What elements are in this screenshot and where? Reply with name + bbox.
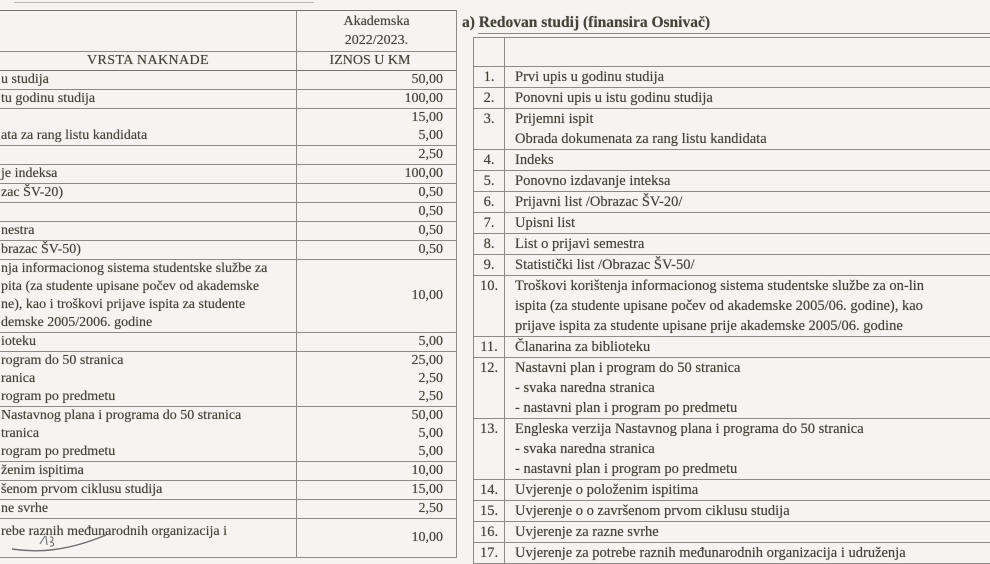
service-item-line: - svaka naredna stranica — [515, 380, 655, 396]
fee-label-line: tranica — [1, 426, 40, 441]
service-item-number: 10. — [474, 276, 505, 336]
fee-row — [0, 500, 456, 519]
service-item-row — [474, 150, 990, 171]
fee-label-cell — [0, 500, 297, 518]
fee-amount-cell — [297, 500, 456, 518]
service-item-row — [474, 480, 990, 501]
fee-amount-value: 5,00 — [418, 128, 443, 143]
service-item-row — [474, 192, 990, 213]
fee-amount-value: 10,00 — [411, 463, 443, 478]
service-item-description — [505, 276, 990, 336]
fee-label-cell — [0, 90, 297, 108]
fee-amount-value: 2,50 — [418, 501, 443, 516]
fee-label-line: Nastavnog plana i programa do 50 stranica — [1, 408, 242, 423]
fee-amount-value: 100,00 — [404, 166, 443, 181]
fee-amount-cell — [297, 90, 456, 108]
fee-amount-value: 100,00 — [404, 91, 443, 106]
fee-label-line: nja informacionog sistema studentske službe za — [1, 261, 268, 276]
fee-label-line — [1, 109, 296, 127]
service-item-row — [474, 234, 990, 255]
service-item-line: Ponovni upis u istu godinu studija — [515, 90, 713, 106]
service-item-line: Statistički list /Obrazac ŠV-50/ — [515, 257, 695, 273]
fee-type-column-header: VRSTA NAKNADE — [0, 52, 297, 70]
service-item-line: Uvjerenje o o završenom prvom ciklusu studija — [515, 503, 790, 519]
service-item-description — [505, 358, 990, 418]
description-column-header-empty — [505, 38, 990, 66]
service-item-line: ispita (za studente upisane počev od akademske 2005/06. godine), kao — [515, 298, 923, 314]
service-item-row — [474, 543, 990, 564]
fee-label-line: rogram do 50 stranica — [1, 353, 124, 368]
fee-amount-cell — [297, 333, 456, 351]
fee-row — [0, 333, 456, 352]
fee-amount-value: 10,00 — [411, 288, 443, 303]
service-item-number: 7. — [474, 213, 505, 233]
fee-amount-value: 5,00 — [418, 426, 443, 441]
fee-label-line: rogram po predmetu — [1, 444, 116, 459]
fee-label-cell — [0, 481, 297, 499]
fee-label-cell — [0, 333, 297, 351]
section-title: a) Redovan studij (finansira Osnivač) — [462, 14, 711, 31]
fee-amount-table — [0, 10, 457, 558]
fee-row — [0, 109, 456, 146]
service-item-line: Obrada dokumenata za rang listu kandidata — [515, 131, 767, 147]
fee-label-cell — [0, 462, 297, 480]
academic-year-line2: 2022/2023. — [344, 33, 409, 48]
fee-amount-cell — [297, 352, 456, 406]
fee-amount-cell — [297, 146, 456, 164]
service-item-description — [505, 255, 990, 275]
fee-label-cell — [0, 165, 297, 183]
service-item-row — [474, 171, 990, 192]
service-item-number: 5. — [474, 171, 505, 191]
fee-amount-cell — [297, 462, 456, 480]
fee-amount-cell — [297, 203, 456, 221]
service-item-line: Uvjerenje za potrebe raznih međunarodnih organizacija i udruženja — [515, 545, 906, 561]
service-item-line: Uvjerenje o položenim ispitima — [515, 482, 699, 498]
fee-amount-value: 2,50 — [418, 371, 443, 386]
fee-amount-value: 0,50 — [418, 185, 443, 200]
fee-row — [0, 165, 456, 184]
amount-column-header-text: IZNOS U KM — [329, 53, 411, 68]
fee-label-cell — [0, 146, 297, 164]
service-item-line: prijave ispita za studente upisane prije akademske 2005/06. godine — [515, 318, 903, 334]
fee-row — [0, 184, 456, 203]
service-item-line: Upisni list — [515, 215, 576, 231]
fee-label-cell — [0, 71, 297, 89]
fee-label-line: ranica — [1, 371, 36, 386]
service-item-number: 9. — [474, 255, 505, 275]
service-item-description — [505, 171, 990, 191]
fee-amount-cell — [297, 407, 456, 461]
service-item-row — [474, 419, 990, 480]
service-item-line: Indeks — [515, 152, 554, 168]
fee-amount-value: 15,00 — [411, 110, 443, 125]
fee-type-header-cell-empty — [0, 11, 297, 51]
service-item-number: 1. — [474, 67, 505, 87]
service-item-number: 2. — [474, 88, 505, 108]
fee-amount-value: 2,50 — [418, 389, 443, 404]
fee-label-line: pita (za studente upisane počev od akademske — [1, 279, 260, 294]
service-item-number: 11. — [474, 337, 505, 357]
service-item-row — [474, 522, 990, 543]
fee-label-line: ata za rang listu kandidata — [1, 128, 148, 143]
fee-amount-cell — [297, 165, 456, 183]
service-item-number: 14. — [474, 480, 505, 500]
fee-row — [0, 407, 456, 462]
fee-row — [0, 241, 456, 260]
fee-amount-value: 0,50 — [418, 223, 443, 238]
service-item-description — [505, 419, 990, 479]
fee-amount-value: 5,00 — [418, 444, 443, 459]
service-item-description — [505, 109, 990, 149]
scan-artifact-line — [14, 2, 314, 3]
amount-column-header — [297, 52, 456, 70]
service-item-line: Nastavni plan i program do 50 stranica — [515, 360, 741, 376]
fee-amount-cell — [297, 71, 456, 89]
service-item-number: 8. — [474, 234, 505, 254]
fee-amount-value: 0,50 — [418, 204, 443, 219]
fee-label-line: ioteku — [1, 334, 36, 349]
service-item-line: Prijavni list /Obrazac ŠV-20/ — [515, 194, 683, 210]
fee-label-cell — [0, 109, 297, 145]
fee-amount-cell — [297, 184, 456, 202]
fee-label-line: rogram po predmetu — [1, 389, 116, 404]
service-items-table — [473, 37, 990, 564]
fee-label-line: ženim ispitima — [1, 463, 84, 478]
fee-label-line: nestra — [1, 223, 35, 238]
fee-row — [0, 146, 456, 165]
service-item-number: 16. — [474, 522, 505, 542]
fee-row — [0, 352, 456, 407]
fee-amount-cell — [297, 481, 456, 499]
fee-table-header-labels-row — [0, 52, 456, 71]
fee-label-line: brazac ŠV-50) — [1, 242, 81, 257]
fee-amount-cell — [297, 519, 456, 557]
service-item-description — [505, 543, 990, 563]
fee-label-line: demske 2005/2006. godine — [1, 315, 153, 330]
service-item-line: Troškovi korištenja informacionog sistema studentske službe za on-lin — [515, 278, 925, 294]
fee-row — [0, 90, 456, 109]
service-item-description — [505, 192, 990, 212]
fee-label-cell — [0, 222, 297, 240]
service-item-line: Uvjerenje za razne svrhe — [515, 524, 659, 540]
fee-row — [0, 260, 456, 333]
fee-label-line: ne), kao i troškovi prijave ispita za studente — [1, 297, 246, 312]
service-item-line: List o prijavi semestra — [515, 236, 645, 252]
service-item-description — [505, 67, 990, 87]
service-item-description — [505, 480, 990, 500]
fee-label-line — [1, 146, 296, 164]
service-item-number: 15. — [474, 501, 505, 521]
fee-label-cell — [0, 184, 297, 202]
service-item-line: - nastavni plan i program po predmetu — [515, 400, 738, 416]
fee-amount-value: 50,00 — [411, 408, 443, 423]
service-table-header-row — [474, 38, 990, 67]
service-item-line: Engleska verzija Nastavnog plana i programa do 50 stranica — [515, 421, 864, 437]
fee-label-line: šenom prvom ciklusu studija — [1, 482, 163, 497]
handwritten-mark — [10, 528, 120, 554]
fee-table-header-year-row — [0, 11, 456, 52]
service-item-line: Članarina za biblioteku — [515, 339, 651, 355]
fee-amount-value: 10,00 — [411, 530, 443, 545]
fee-amount-cell — [297, 241, 456, 259]
fee-row — [0, 203, 456, 222]
service-item-line: Prvi upis u godinu studija — [515, 69, 665, 85]
service-item-row — [474, 255, 990, 276]
service-item-line: Ponovno izdavanje inteksa — [515, 173, 671, 189]
service-item-line: - nastavni plan i program po predmetu — [515, 461, 738, 477]
left-table-body — [0, 71, 456, 558]
fee-amount-value: 15,00 — [411, 482, 443, 497]
service-item-row — [474, 67, 990, 88]
fee-label-cell — [0, 407, 297, 461]
service-item-number: 4. — [474, 150, 505, 170]
section-title-rule — [478, 33, 990, 34]
service-item-row — [474, 213, 990, 234]
fee-amount-value: 5,00 — [418, 334, 443, 349]
fee-amount-value: 2,50 — [418, 147, 443, 162]
service-item-description — [505, 213, 990, 233]
fee-label-line: rebe raznih međunarodnih organizacija i — [1, 524, 227, 539]
fee-row — [0, 222, 456, 241]
service-item-row — [474, 501, 990, 522]
academic-year-line1: Akademska — [343, 14, 410, 29]
fee-row — [0, 71, 456, 90]
fee-amount-value: 0,50 — [418, 242, 443, 257]
fee-label-line: ne svrhe — [1, 501, 49, 516]
service-item-row — [474, 88, 990, 109]
service-item-line: Prijemni ispit — [515, 111, 594, 127]
fee-label-cell — [0, 203, 297, 221]
service-item-row — [474, 109, 990, 150]
fee-row — [0, 481, 456, 500]
fee-label-line: tu godinu studija — [1, 91, 96, 106]
fee-label-line: zac ŠV-20) — [1, 185, 64, 200]
service-item-number: 13. — [474, 419, 505, 479]
fee-label-line: u studija — [1, 72, 49, 87]
fee-label-line — [1, 203, 296, 221]
service-item-row — [474, 337, 990, 358]
service-item-description — [505, 234, 990, 254]
service-item-row — [474, 276, 990, 337]
service-item-description — [505, 501, 990, 521]
fee-amount-value: 50,00 — [411, 72, 443, 87]
fee-label-cell — [0, 241, 297, 259]
service-item-number: 3. — [474, 109, 505, 149]
fee-label-cell — [0, 260, 297, 332]
fee-amount-cell — [297, 260, 456, 332]
service-item-description — [505, 337, 990, 357]
service-item-description — [505, 88, 990, 108]
service-item-number: 6. — [474, 192, 505, 212]
service-item-number: 17. — [474, 543, 505, 563]
number-column-header-empty — [474, 38, 505, 66]
service-item-description — [505, 522, 990, 542]
fee-row — [0, 462, 456, 481]
fee-amount-cell — [297, 109, 456, 145]
service-item-number: 12. — [474, 358, 505, 418]
right-table-body — [474, 67, 990, 564]
fee-amount-value: 25,00 — [411, 353, 443, 368]
service-item-line: - svaka naredna stranica — [515, 441, 655, 457]
service-item-description — [505, 150, 990, 170]
academic-year-header-cell — [297, 11, 456, 51]
fee-label-cell — [0, 352, 297, 406]
fee-label-line: je indeksa — [1, 166, 58, 181]
service-item-row — [474, 358, 990, 419]
fee-amount-cell — [297, 222, 456, 240]
